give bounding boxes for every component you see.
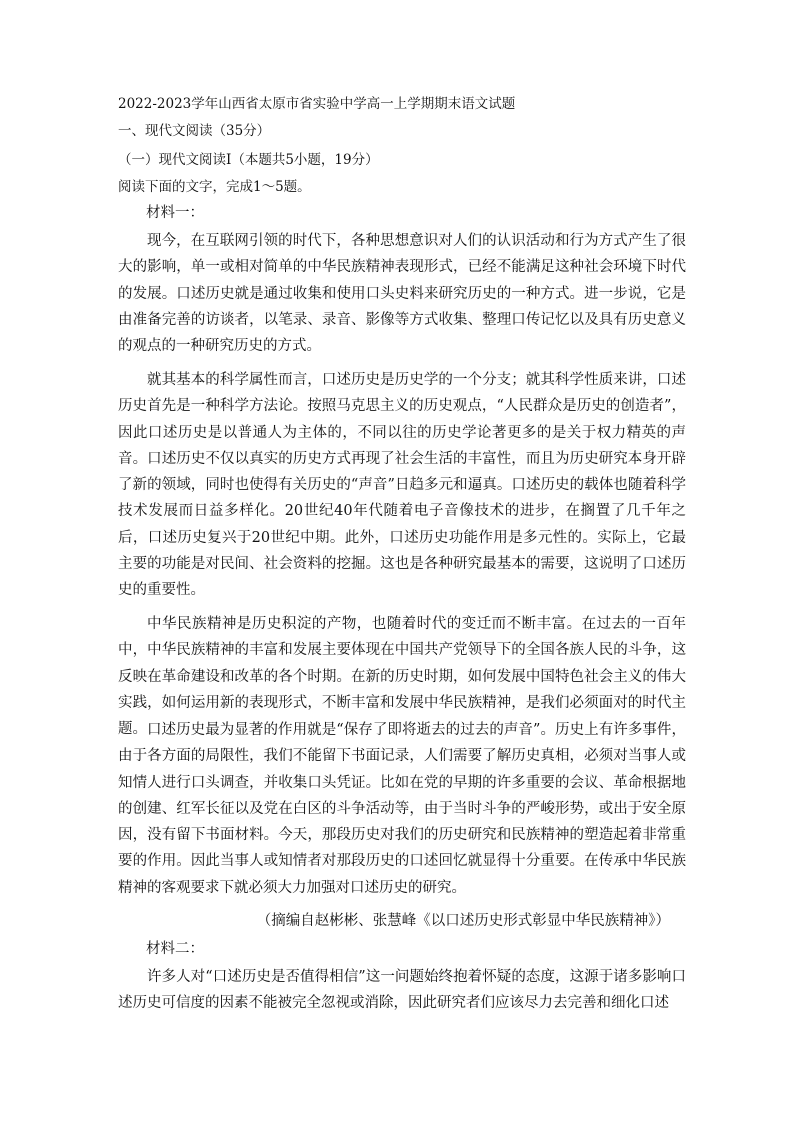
material-one-source: （摘编自赵彬彬、张慧峰《以口述历史形式彰显中华民族精神》）: [256, 913, 670, 929]
section-heading: 一、现代文阅读（35分）: [118, 123, 271, 139]
exam-title: 2022-2023学年山西省太原市省实验中学高一上学期期末语文试题: [118, 96, 516, 112]
subsection-heading: （一）现代文阅读Ⅰ（本题共5小题，19分）: [118, 152, 379, 168]
material-two-label: 材料二：: [146, 941, 204, 957]
material-one-paragraph-2: 就其基本的科学属性而言，口述历史是历史学的一个分支；就其科学性质来讲，口述历史首先是一种科学方法论。按照马克思主义的历史观点，“人民群众是历史的创造者”，因此口述历史是以普通人为主体的，不同以往的历史学论著更多的是关于权力精英的声音。口述历史不仅以真实的历史方式再现了社会生活的丰富性，而且为历史研究本身开辟了新的领域，同时也使得有关历史的“声音”日趋多元和逼真。口述历史的载体也随着科学技术发展而日益多样化。20世纪40年代随着电子音像技术的进步，在搁置了几千年之后，口述历史复兴于20世纪中期。此外，口述历史功能作用是多元性的。实际上，它最主要的功能是对民间、社会资料的挖掘。这也是各种研究最基本的需要，这说明了口述历史的重要性。: [118, 372, 686, 599]
material-two-paragraph-1: 许多人对“口述历史是否值得相信”这一问题始终抱着怀疑的态度，这源于诸多影响口述历史可信度的因素不能被完全忽视或消除，因此研究者们应该尽力去完善和细化口述: [118, 969, 686, 1012]
material-one-paragraph-3: 中华民族精神是历史积淀的产物，也随着时代的变迁而不断丰富。在过去的一百年中，中华民族精神的丰富和发展主要体现在中国共产党领导下的全国各族人民的斗争，这反映在革命建设和改革的各个时期。在新的历史时期，如何发展中国特色社会主义的伟大实践，如何运用新的表现形式，不断丰富和发展中华民族精神，是我们必须面对的时代主题。: [118, 616, 686, 738]
material-one-label: 材料一：: [146, 205, 204, 221]
material-one-paragraph-4: 口述历史最为显著的作用就是“保存了即将逝去的过去的声音”。历史上有许多事件，由于各方面的局限性，我们不能留下书面记录，人们需要了解历史真相，必须对当事人或知情人进行口头调查，并收集口头凭证。比如在党的早期的许多重要的会议、革命根据地的创建、红军长征以及党在白区的斗争活动等，由于当时斗争的严峻形势，或出于安全原因，没有留下书面材料。今天，那段历史对我们的历史研究和民族精神的塑造起着非常重要的作用。因此当事人或知情者对那段历史的口述回忆就显得十分重要。在传承中华民族精神的客观要求下就必须大力加强对口述历史的研究。: [118, 722, 686, 896]
reading-instruction: 阅读下面的文字，完成1～5题。: [118, 179, 311, 195]
material-one-paragraph-1: 现今，在互联网引领的时代下，各种思想意识对人们的认识活动和行为方式产生了很大的影响，单一或相对简单的中华民族精神表现形式，已经不能满足这种社会环境下时代的发展。口述历史就是通过收集和使用口头史料来研究历史的一种方式。进一步说，它是由准备完善的访谈者，以笔录、录音、影像等方式收集、整理口传记忆以及具有历史意义的观点的一种研究历史的方式。: [118, 233, 686, 355]
